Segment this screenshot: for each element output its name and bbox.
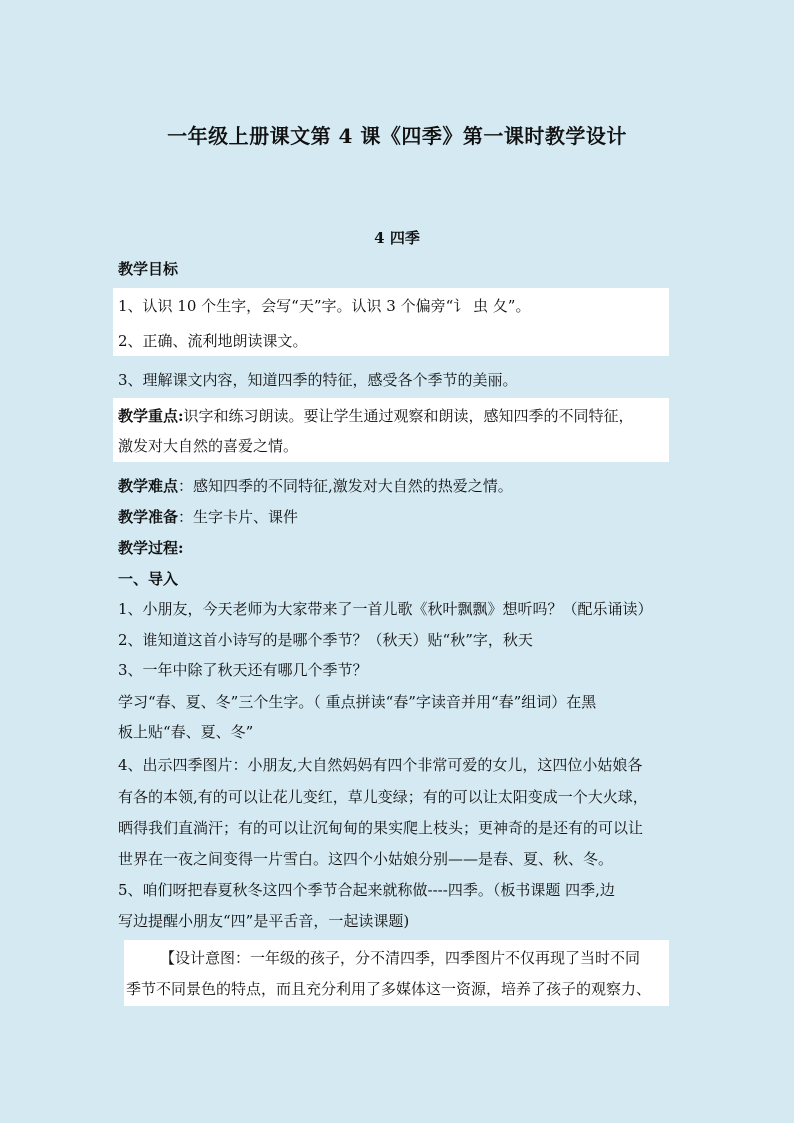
process-line-7: 有各的本领,有的可以让花儿变红，草儿变绿；有的可以让太阳变成一个大火球， [118,788,648,806]
preparation-text: ：生字卡片、课件 [178,508,299,526]
objective-1: 1、认识 10 个生字，会写“天”字。认识 3 个偏旁“讠 虫 夂”。 [118,297,531,315]
objective-3: 3、理解课文内容，知道四季的特征，感受各个季节的美丽。 [118,371,518,389]
document-title: 一年级上册课文第 4 课《四季》第一课时教学设计 [167,124,627,148]
key-points-text: 识字和练习朗读。要让学生通过观察和朗读，感知四季的不同特征， [183,407,634,425]
key-points-line-1 [118,406,673,426]
difficulties-label: 教学难点 [118,477,179,495]
difficulties-text: ：感知四季的不同特征,激发对大自然的热爱之情。 [178,477,513,495]
key-points-line-2: 激发对大自然的喜爱之情。 [118,437,299,455]
process-line-9: 世界在一夜之间变得一片雪白。这四个小姑娘分别——是春、夏、秋、冬。 [118,850,614,868]
process-line-4: 学习“春、夏、冬”三个生字。（ 重点拼读“春”字读音并用“春”组词）在黑 [118,693,597,711]
process-line-1: 1、小朋友，今天老师为大家带来了一首儿歌《秋叶飘飘》想听吗？（配乐诵读） [118,600,653,618]
process-line-5: 板上贴“春、夏、冬” [118,723,254,741]
objective-2: 2、正确、流利地朗读课文。 [118,332,308,350]
process-line-8: 晒得我们直淌汗；有的可以让沉甸甸的果实爬上枝头；更神奇的是还有的可以让 [118,819,644,837]
preparation-line [118,507,673,527]
preparation-label: 教学准备 [118,508,179,526]
objectives-heading: 教学目标 [118,260,179,278]
key-points-label: 教学重点: [118,407,184,425]
lesson-heading: 4 四季 [374,229,420,247]
process-line-3: 3、一年中除了秋天还有哪几个季节？ [118,661,368,679]
process-line-6: 4、出示四季图片：小朋友,大自然妈妈有四个非常可爱的女儿，这四位小姑娘各 [118,756,643,774]
process-line-10: 5、咱们呀把春夏秋冬这四个季节合起来就称做----四季。（板书课题 四季,边 [118,881,615,899]
design-intent-line-1: 【设计意图：一年级的孩子，分不清四季，四季图片不仅再现了当时不同 [160,949,641,967]
design-intent-line-2: 季节不同景色的特点，而且充分利用了多媒体这一资源，培养了孩子的观察力、 [126,980,652,998]
process-line-11: 写边提醒小朋友“四”是平舌音，一起读课题) [118,912,410,930]
section-1-heading: 一、导入 [118,570,179,588]
difficulties-line [118,476,673,496]
process-heading: 教学过程: [118,539,184,557]
process-line-2: 2、谁知道这首小诗写的是哪个季节？（秋天）贴“秋”字，秋天 [118,631,533,649]
